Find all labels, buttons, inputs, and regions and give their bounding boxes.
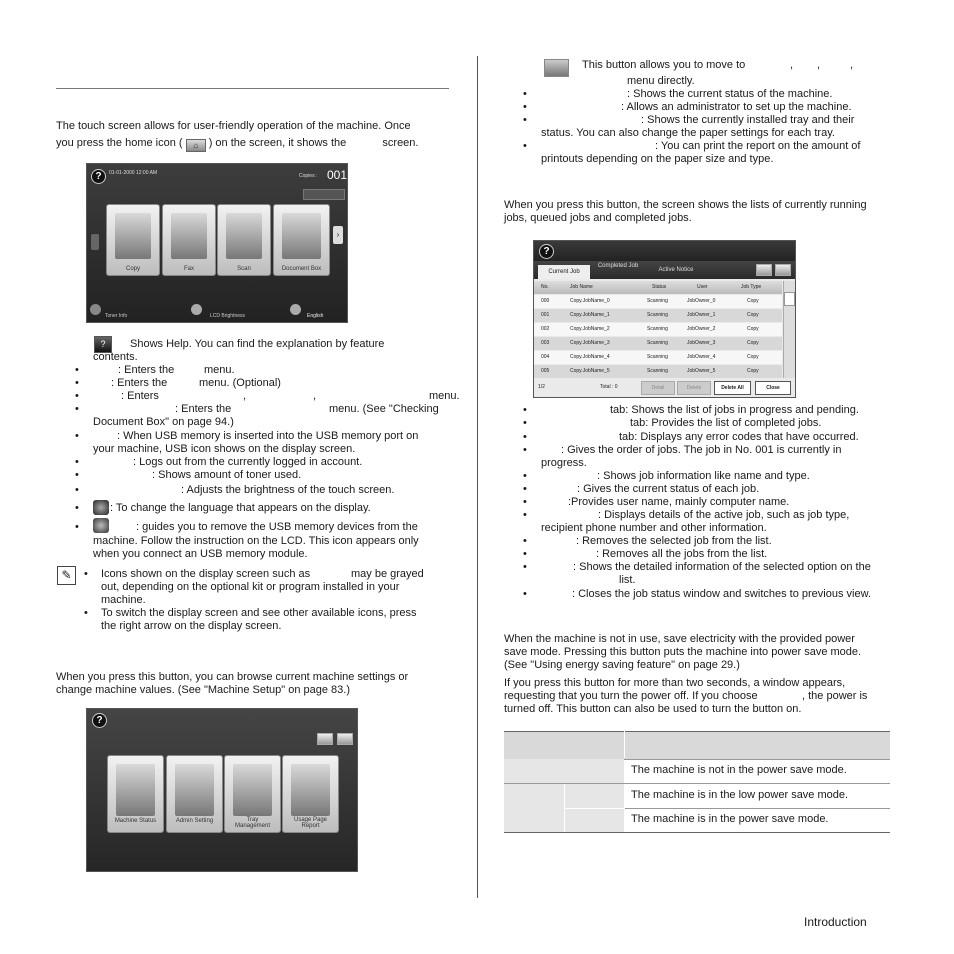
table-row: 005 Copy.JobName_5 Scanning JobOwner_5 Copy	[534, 365, 782, 378]
tile-scan: Scan	[217, 204, 271, 276]
column-divider	[477, 56, 478, 898]
footer-section: Introduction	[804, 915, 867, 929]
tile-fax: Fax	[162, 204, 216, 276]
tile-admin-setting: Admin Setting	[166, 755, 223, 833]
help-icon: ?	[94, 336, 112, 353]
table-row: 003 Copy.JobName_3 Scanning JobOwner_3 Copy	[534, 337, 782, 350]
tile-machine-status: Machine Status	[107, 755, 164, 833]
status-row-2: The machine is in the low power save mode.	[631, 789, 849, 801]
detail-button: Detail	[641, 381, 675, 395]
job-status-screen-image	[533, 240, 796, 398]
total-count: Total : 0	[600, 384, 618, 390]
gears-icon	[116, 764, 155, 816]
copier-icon	[115, 213, 151, 259]
toner-icon	[90, 304, 101, 315]
intro-line1: The touch screen allows for user-friendly operation of the machine. Once	[56, 120, 411, 132]
left-arrow-icon	[91, 234, 99, 250]
machine-setup-screen-image	[86, 708, 358, 872]
usb-remove-icon	[93, 518, 109, 533]
close-button: Close	[755, 381, 791, 395]
power-status-table	[504, 731, 890, 833]
scanner-icon	[226, 213, 262, 259]
section-rule	[56, 88, 449, 89]
reset-field	[303, 189, 345, 200]
report-icon	[291, 764, 330, 816]
scroll-thumb	[784, 292, 795, 306]
help-icon: ?	[92, 713, 107, 728]
counter-icon	[317, 733, 333, 745]
tile-copy: Copy	[106, 204, 160, 276]
counter-icon	[756, 264, 772, 276]
delete-all-button: Delete All	[714, 381, 751, 395]
language-globe-icon	[93, 500, 109, 515]
home-icon	[775, 264, 791, 276]
table-header: No. Job Name Status User Job Type	[534, 281, 782, 294]
globe-icon	[290, 304, 301, 315]
tab-active-notice: Active Notice	[658, 267, 694, 273]
document-box-icon	[282, 213, 321, 259]
brightness-icon	[191, 304, 202, 315]
fax-icon	[171, 213, 207, 259]
datetime: 01-01-2000 12:00 AM	[109, 170, 158, 176]
main-screen-image: ? 01-01-2000 12:00 AM Copies : 001 › Copy Fax Scan Document Box Toner Info LCD Brightness English	[86, 163, 348, 323]
table-row: 000 Copy.JobName_0 Scanning JobOwner_0 Copy	[534, 295, 782, 308]
help-icon: ?	[539, 244, 554, 259]
tab-completed-job: Completed Job	[597, 263, 639, 269]
counter-button-icon	[544, 59, 569, 77]
gear-lock-icon	[175, 764, 214, 816]
tile-document-box: Document Box	[273, 204, 330, 276]
home-icon: ⌂	[186, 139, 206, 152]
status-row-1: The machine is not in the power save mode.	[631, 764, 847, 776]
home-icon	[337, 733, 353, 745]
note-icon: ✎	[57, 566, 76, 585]
tile-tray-management: Tray Management	[224, 755, 281, 833]
table-row: 002 Copy.JobName_2 Scanning JobOwner_2 Copy	[534, 323, 782, 336]
tile-usage-page-report: Usage Page Report	[282, 755, 339, 833]
table-row: 001 Copy.JobName_1 Scanning JobOwner_1 Copy	[534, 309, 782, 322]
table-row: 004 Copy.JobName_4 Scanning JobOwner_4 Copy	[534, 351, 782, 364]
copies-value: 001	[327, 168, 348, 182]
tray-icon	[233, 764, 272, 816]
help-icon: ?	[91, 169, 106, 184]
page-indicator: 1/2	[538, 384, 545, 390]
right-arrow-icon: ›	[333, 226, 343, 244]
tab-current-job: Current Job	[538, 265, 590, 279]
copies-label: Copies :	[299, 173, 318, 179]
intro-line2: you press the home icon ( ⌂ ) on the screen, it shows the screen.	[56, 137, 419, 150]
delete-button: Delete	[677, 381, 711, 395]
status-row-3: The machine is in the power save mode.	[631, 813, 829, 825]
